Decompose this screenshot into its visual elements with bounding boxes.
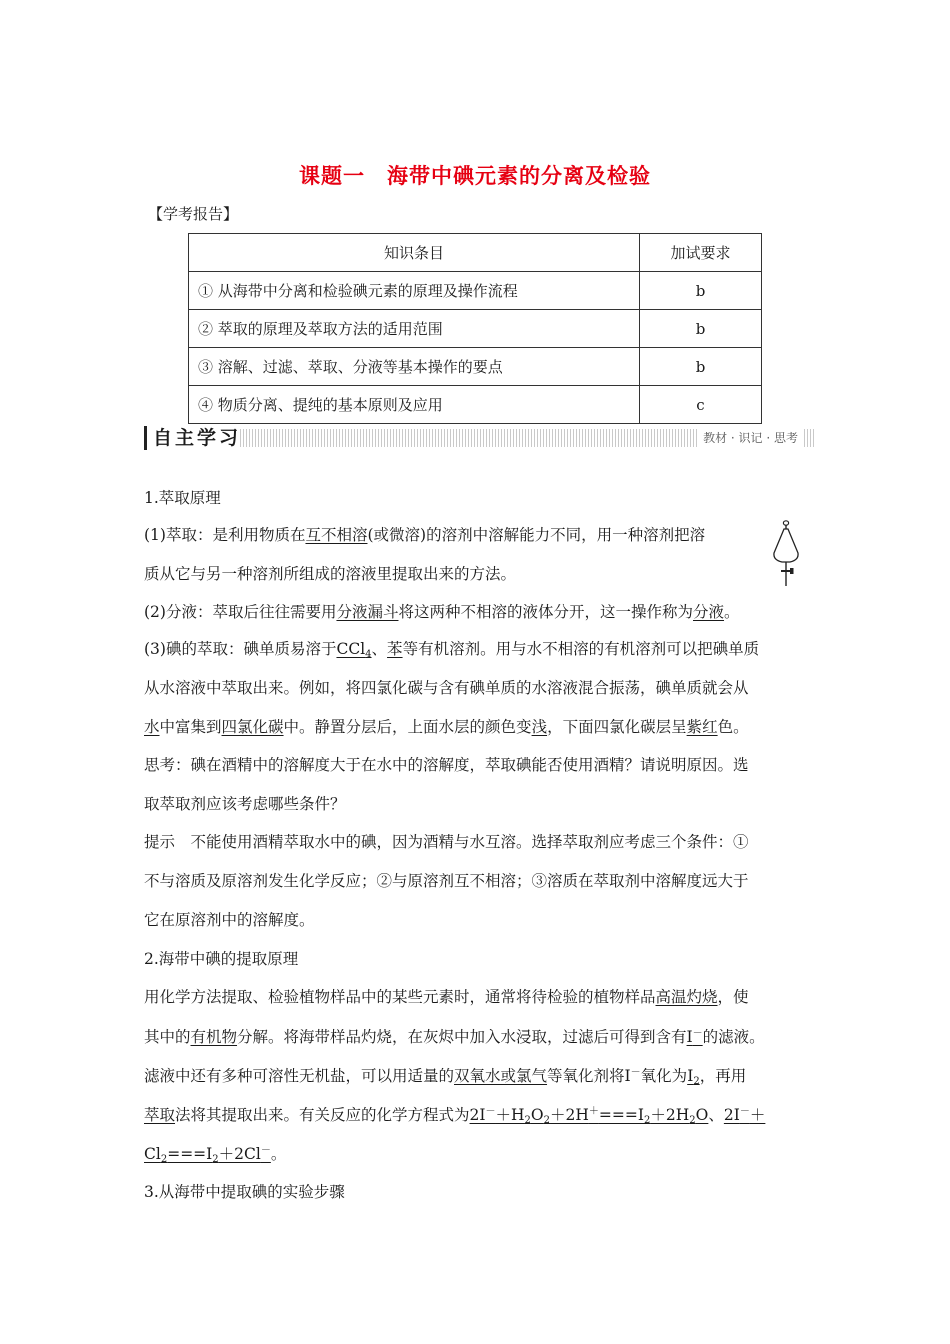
paragraph-extraction-line1: (1)萃取：是利用物质在互不相溶(或微溶)的溶剂中溶解能力不同，用一种溶剂把溶	[144, 526, 706, 544]
table-cell-level: b	[640, 348, 762, 386]
paragraph-iodine-line2: 从水溶液中萃取出来。例如，将四氯化碳与含有碘单质的水溶液混合振荡，碘单质就会从	[144, 679, 749, 697]
principle-line1: 用化学方法提取、检验植物样品中的某些元素时，通常将待检验的植物样品高温灼烧，使	[144, 988, 749, 1006]
paragraph-iodine-line3: 水中富集到四氯化碳中。静置分层后，上面水层的颜色变浅，下面四氯化碳层呈紫红色。	[144, 718, 749, 736]
principle-line5: $Cl_2===I_2+2Cl^-$。	[144, 1145, 287, 1165]
table-row	[189, 310, 762, 348]
table-cell-item: ② 萃取的原理及萃取方法的适用范围	[189, 310, 640, 348]
hint-line3: 它在原溶剂中的溶解度。	[144, 911, 315, 929]
table-header-requirement: 加试要求	[640, 234, 762, 272]
requirements-table	[188, 233, 762, 424]
paragraph-separation: (2)分液：萃取后往往需要用分液漏斗将这两种不相溶的液体分开，这一操作称为分液。	[144, 603, 740, 621]
hint-line2: 不与溶质及原溶剂发生化学反应；②与原溶剂互不相溶；③溶质在萃取剂中溶解度远大于	[144, 872, 749, 890]
table-header-knowledge: 知识条目	[189, 234, 640, 272]
report-label: 【学考报告】	[148, 205, 239, 223]
principle-line2: 其中的有机物分解。将海带样品灼烧，在灰烬中加入水浸取，过滤后可得到含有I－的滤液。	[144, 1028, 765, 1046]
page-title: 课题一 海带中碘元素的分离及检验	[299, 164, 651, 188]
table-cell-item: ③ 溶解、过滤、萃取、分液等基本操作的要点	[189, 348, 640, 386]
table-header-row	[189, 234, 762, 272]
paragraph-extraction-line2: 质从它与另一种溶剂所组成的溶液里提取出来的方法。	[144, 565, 517, 583]
equation-2-part1: 2I－＋	[723, 1106, 766, 1124]
separatory-funnel-icon	[765, 516, 809, 592]
section-heading-1: 1.萃取原理	[144, 489, 221, 507]
hint-line1: 提示 不能使用酒精萃取水中的碘，因为酒精与水互溶。选择萃取剂应考虑三个条件：①	[144, 833, 749, 851]
banner-title: 自主学习	[144, 426, 241, 450]
equation-2-part2: $Cl_2===I_2+2Cl^-$	[144, 1145, 271, 1165]
table-cell-level: b	[640, 310, 762, 348]
table-cell-item: ① 从海带中分离和检验碘元素的原理及操作流程	[189, 272, 640, 310]
table-row	[189, 386, 762, 424]
table-cell-item: ④ 物质分离、提纯的基本原则及应用	[189, 386, 640, 424]
table-cell-level: c	[640, 386, 762, 424]
think-question-line1: 思考：碘在酒精中的溶解度大于在水中的溶解度，萃取碘能否使用酒精？请说明原因。选	[144, 756, 749, 774]
section-heading-3: 3.从海带中提取碘的实验步骤	[144, 1183, 345, 1201]
equation-1: $2I^-+H_2O_2+2H^+===I_2+2H_2O$	[469, 1106, 709, 1126]
banner-subtitle: 教材 · 识记 · 思考	[697, 429, 804, 447]
section-heading-2: 2.海带中碘的提取原理	[144, 950, 299, 968]
principle-line4: 萃取法将其提取出来。有关反应的化学方程式为$2I^-+H_2O_2+2H^+===I_2+2H_2O$、2I－＋	[144, 1106, 766, 1126]
paragraph-iodine-line1: (3)碘的萃取：碘单质易溶于CCl$_4$、苯等有机溶剂。用与水不相溶的有机溶剂可以把碘单质	[144, 640, 760, 660]
principle-line3: 滤液中还有多种可溶性无机盐，可以用适量的双氧水或氯气等氧化剂将I－氧化为$I_2$，再用	[144, 1067, 747, 1087]
section-banner	[144, 426, 816, 450]
think-question-line2: 取萃取剂应该考虑哪些条件？	[144, 795, 346, 813]
table-row	[189, 272, 762, 310]
table-row	[189, 348, 762, 386]
table-cell-level: b	[640, 272, 762, 310]
